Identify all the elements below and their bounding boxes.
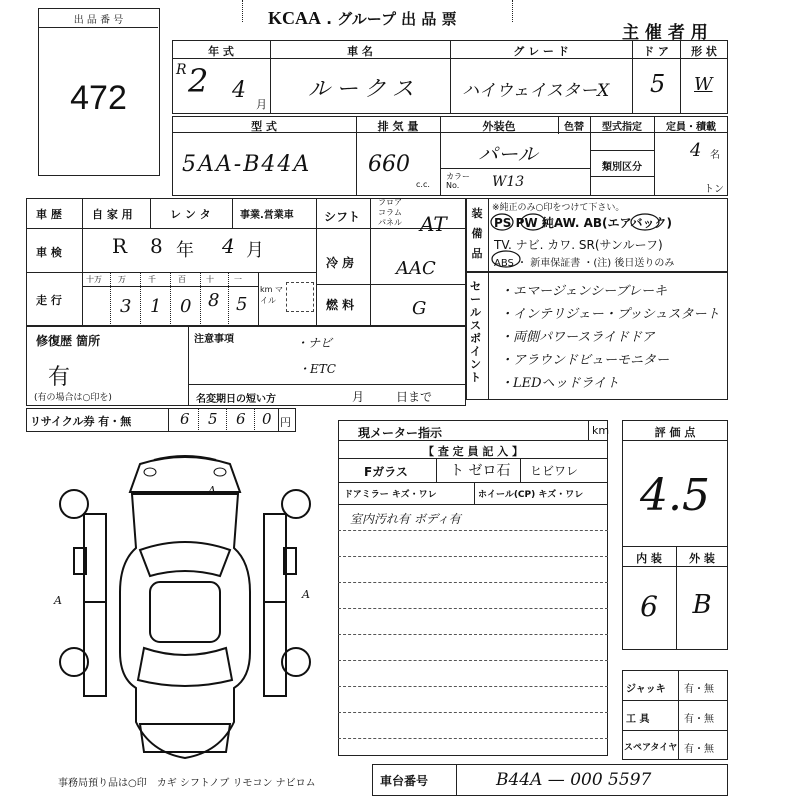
repair-value: 有 <box>48 365 71 390</box>
body-shape-label: 形 状 <box>691 45 717 58</box>
copy-label: 主 催 者 用 <box>622 23 708 43</box>
month-value: 4 <box>232 78 246 103</box>
office-note: 事務局預り品は○印 カギ シフトノブ リモコン ナビロム <box>58 778 316 789</box>
history-private: 自 家 用 <box>92 208 133 221</box>
shift-label: シフト <box>324 210 361 224</box>
shift-value: AT <box>420 212 447 236</box>
equipment-circles <box>490 208 728 272</box>
jack-yes-no: 有・無 <box>684 684 714 695</box>
inspection-year: 8 <box>150 234 163 258</box>
color-change-label: 色替 <box>564 122 584 133</box>
chassis-label: 車台番号 <box>380 774 429 788</box>
mileage-digit-1k: 1 <box>150 296 162 317</box>
exterior-color-label: 外装色 <box>482 120 516 133</box>
note-item-2: ・ETC <box>298 362 336 376</box>
wheel-front-right <box>282 490 310 518</box>
capacity-value: 4 <box>690 140 702 161</box>
note-item-1: ・ナビ <box>296 336 333 350</box>
digit-header-1k: 千 <box>148 275 156 284</box>
category-label: 類別区分 <box>602 162 642 173</box>
lot-number: 472 <box>70 79 127 117</box>
equipment-line-2: TV. ナビ. カワ. SR(サンルーフ) <box>494 238 663 252</box>
mileage-digit-100: 0 <box>180 296 192 317</box>
mileage-digit-10: 8 <box>208 290 220 311</box>
inspection-label: 車 検 <box>36 246 62 259</box>
short-expiry-label: 名変期日の短い方 <box>196 394 276 405</box>
mileage-digit-1: 5 <box>236 294 248 315</box>
f-glass-label: Fガラス <box>364 465 408 479</box>
sales-point-3: ・両側パワースライドドア <box>500 330 655 345</box>
inspection-month: 4 <box>222 234 235 258</box>
form-title <box>268 8 457 29</box>
digit-header-10: 十 <box>206 275 214 284</box>
car-body-outline <box>120 494 250 758</box>
mirror-label: ドアミラー キズ・ワレ <box>344 490 437 500</box>
car-mark-1: A <box>208 484 216 497</box>
meter-label: 現メーター指示 <box>358 426 443 440</box>
model-value: 5AA-B44A <box>182 152 312 177</box>
digit-header-100k: 十万 <box>86 275 102 284</box>
sales-point-5: ・LEDヘッドライト <box>500 376 620 391</box>
year-label: 年 式 <box>208 45 234 58</box>
circle-ps <box>491 214 513 230</box>
recycle-digit-3: 6 <box>236 410 246 428</box>
jack-label: ジャッキ <box>626 684 666 695</box>
year-value: 2 <box>188 62 209 100</box>
inspection-month-unit: 月 <box>246 240 264 261</box>
mileage-digit-10k: 3 <box>120 296 132 317</box>
f-glass-crack: ヒビワレ <box>530 464 579 478</box>
lot-number-label: 出 品 番 号 <box>73 15 124 26</box>
doors-label: ド ア <box>643 45 669 58</box>
displacement-value: 660 <box>368 152 410 177</box>
inspector-comment: 室内汚れ有 ボディ有 <box>350 512 461 526</box>
recycle-yen: 円 <box>280 416 291 429</box>
ac-label: 冷 房 <box>326 256 355 270</box>
digit-header-1: 一 <box>234 275 242 284</box>
equipment-side-2: 備 <box>471 227 483 240</box>
equipment-note: ※純正のみ○印をつけて下さい。 <box>492 203 625 213</box>
chassis-number: B44A — 000 5597 <box>496 770 652 790</box>
car-windshield <box>140 542 230 576</box>
grade-label: グ レ ー ド <box>513 45 569 58</box>
title-text: . グループ 出 品 票 <box>326 10 457 28</box>
notes-label: 注意事項 <box>194 334 234 345</box>
spare-label: スペアタイヤ <box>624 743 678 753</box>
interior-score: 6 <box>640 590 658 623</box>
km-mile-label: km マイル <box>260 285 283 305</box>
circle-pw <box>521 214 545 230</box>
cc-unit: c.c. <box>416 180 430 189</box>
repair-label: 修復歴 箇所 <box>36 334 101 348</box>
recycle-digit-1: 6 <box>180 410 190 428</box>
model-label: 型 式 <box>251 120 277 133</box>
displacement-label: 排 気 量 <box>377 120 419 133</box>
recycle-label: リサイクル券 有・無 <box>30 415 132 428</box>
car-roof <box>150 582 220 642</box>
expiry-month-label: 月 <box>352 390 365 404</box>
equipment-side-label <box>468 204 486 264</box>
sales-points-list <box>500 280 724 395</box>
exterior-label: 外 装 <box>689 552 715 565</box>
lot-number-box <box>38 8 160 176</box>
sales-point-2: ・インテリジェー・プッシュスタート <box>500 307 720 322</box>
spare-yes-no: 有・無 <box>684 744 714 755</box>
expiry-day-label: 日まで <box>396 390 433 404</box>
shift-option-column: コラム <box>378 208 402 217</box>
car-rear-window <box>138 648 232 686</box>
inspection-year-unit: 年 <box>176 240 194 261</box>
wheel-front-left <box>60 490 88 518</box>
equipment-line-3: ABS ・ 新車保証書 ・(注) 後日送りのみ <box>494 258 675 269</box>
digit-header-100: 百 <box>178 275 186 284</box>
repair-note: (有の場合は○印を) <box>34 393 112 403</box>
brand-logo: KCAA <box>268 8 321 28</box>
color-code-value: W13 <box>492 174 525 190</box>
score-label: 評 価 点 <box>654 426 696 439</box>
wheel-label: ホイール(CP) キズ・ワレ <box>478 490 584 500</box>
year-era: R <box>176 62 187 78</box>
circle-ab <box>631 214 659 230</box>
color-value: パール <box>478 142 538 166</box>
meter-km: km <box>592 424 610 437</box>
persons-unit: 名 <box>710 150 720 161</box>
fuel-value: G <box>412 298 427 319</box>
mileage-unit-box <box>260 284 284 306</box>
sales-point-4: ・アラウンドビューモニター <box>500 353 670 368</box>
digit-header-10k: 万 <box>118 275 126 284</box>
doors-value: 5 <box>650 70 666 98</box>
equipment-side-1: 装 <box>471 207 483 220</box>
inspection-era: R <box>112 234 128 258</box>
tools-yes-no: 有・無 <box>684 714 714 725</box>
shift-options <box>372 198 408 228</box>
interior-label: 内 装 <box>636 552 662 565</box>
car-name-label: 車 名 <box>347 45 373 58</box>
ac-value: AAC <box>396 258 436 279</box>
f-glass-value: ト ゼロ石 <box>450 463 511 479</box>
sales-point-1: ・エマージェンシーブレーキ <box>500 284 667 299</box>
capacity-label: 定員・積載 <box>666 122 716 133</box>
history-rental: レ ン タ <box>170 208 211 221</box>
exterior-score: B <box>692 590 712 620</box>
car-rear-section <box>140 724 230 752</box>
car-front-panel <box>130 457 240 492</box>
car-diagram <box>40 452 330 774</box>
equipment-line-1: PS PW 純AW. AB(エアバック) <box>494 216 673 230</box>
circle-abs <box>492 251 520 267</box>
month-unit: 月 <box>256 98 267 111</box>
color-code-label: カラー No. <box>446 172 470 190</box>
fuel-label: 燃 料 <box>326 298 355 312</box>
inspector-header: 【 査 定 員 記 入 】 <box>423 445 523 458</box>
history-business: 事業.営業車 <box>240 210 294 221</box>
equipment-side-3: 品 <box>471 247 483 260</box>
car-mark-2: A <box>54 594 62 607</box>
grade-value: ハイウェイスターX <box>462 81 610 101</box>
score-value: 4.5 <box>640 470 710 521</box>
tools-label: 工 具 <box>626 714 650 725</box>
ton-unit: トン <box>704 184 724 195</box>
shift-option-floor: フロア <box>378 198 402 207</box>
recycle-digit-4: 0 <box>262 410 272 428</box>
car-name-value: ルークス <box>308 77 420 102</box>
model-designation-label: 型式指定 <box>602 122 642 133</box>
car-mark-3: A <box>302 588 310 601</box>
mileage-label: 走 行 <box>36 294 62 307</box>
history-label: 車 歴 <box>36 208 62 221</box>
body-shape-value: W <box>694 74 713 95</box>
recycle-digit-2: 5 <box>208 410 218 428</box>
mileage-extra-box <box>286 282 314 312</box>
sales-side-label: セールスポイント <box>470 280 481 384</box>
shift-option-panel: パネル <box>378 218 402 227</box>
